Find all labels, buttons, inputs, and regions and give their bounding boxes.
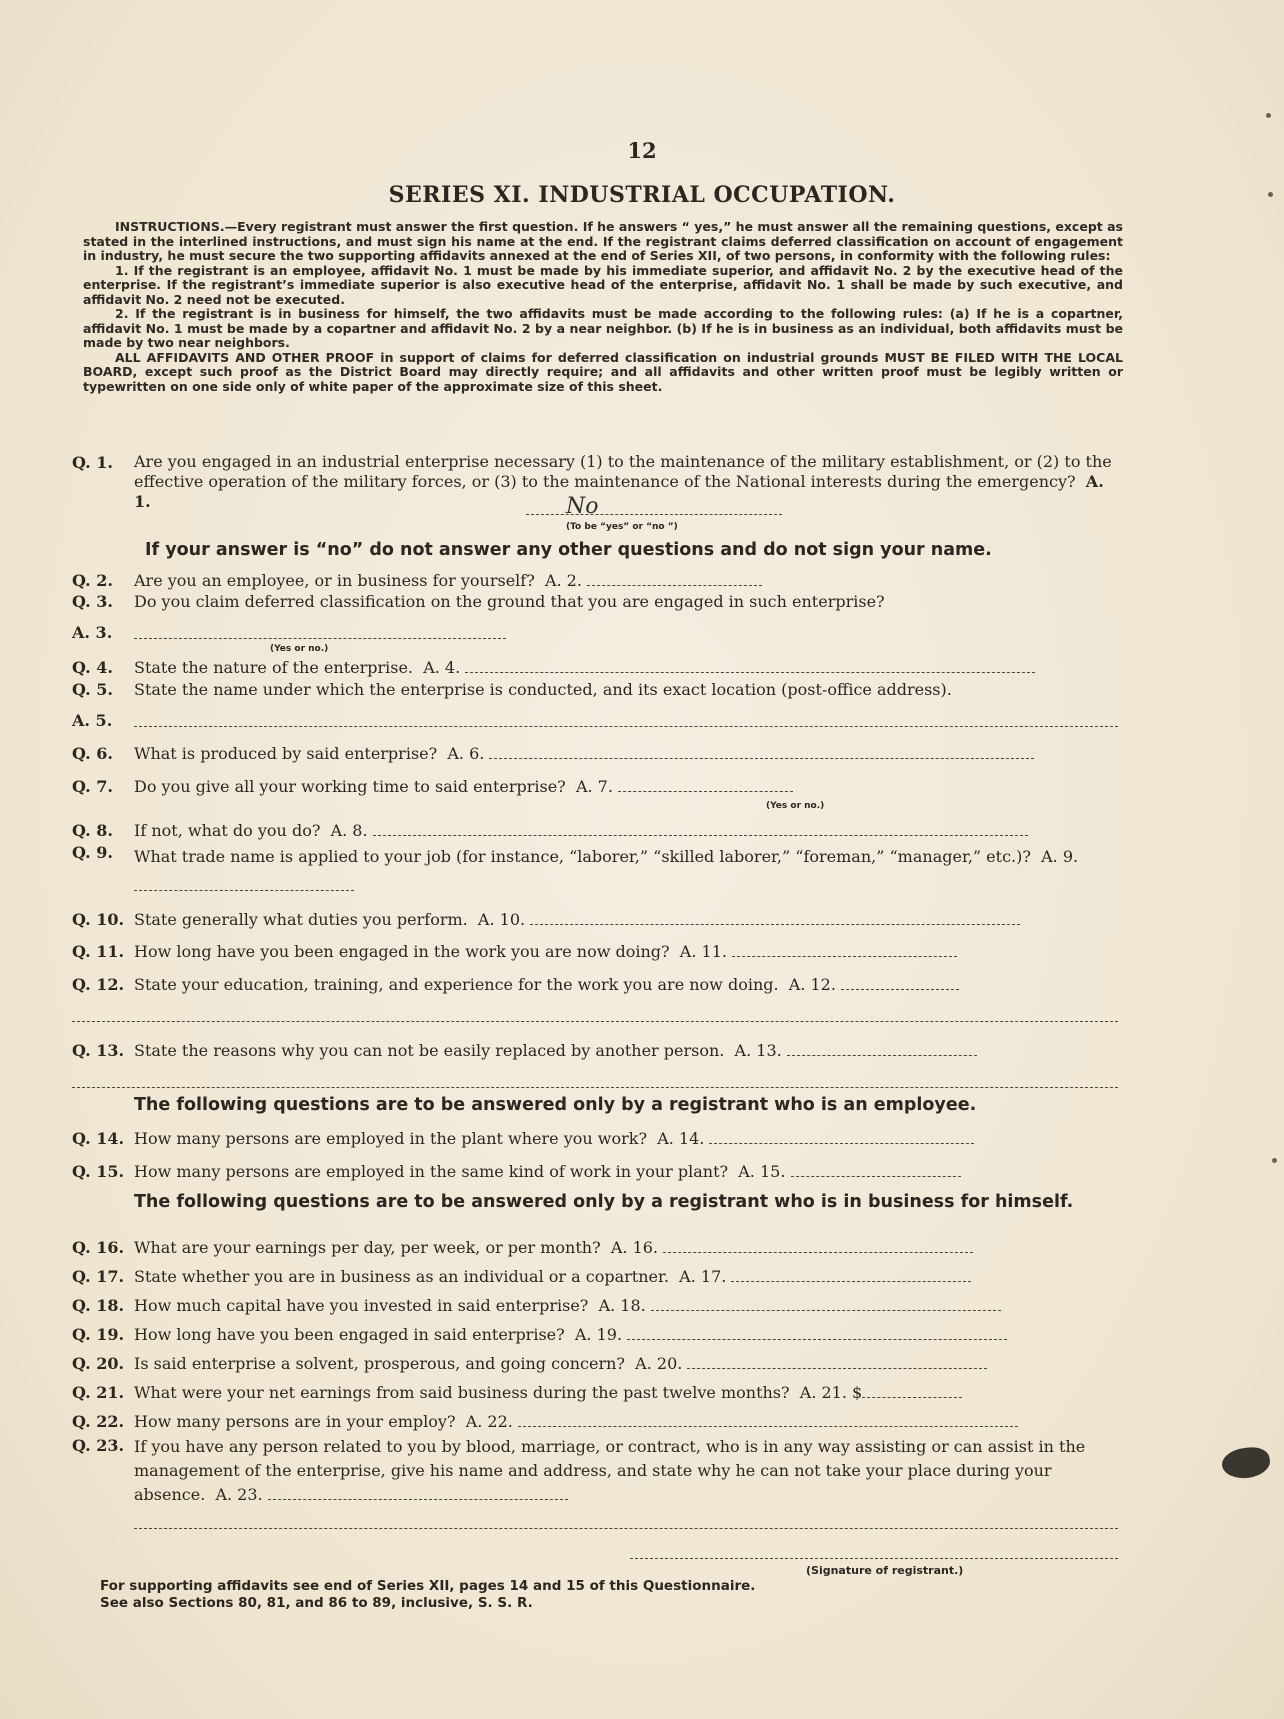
answer-10-field[interactable] — [530, 910, 1020, 925]
question-text: How long have you been engaged in said enterprise? — [134, 1325, 565, 1344]
question-text: State the nature of the enterprise. — [134, 658, 414, 677]
page-number: 12 — [627, 138, 657, 163]
question-number: Q. 17. — [72, 1267, 125, 1286]
instructions-intro: INSTRUCTIONS.—Every registrant must answer the first question. If he answers “ yes,” he must answer all the remaining questions, except as stated in the interlined instructions, and must sign his name at the end. If the registrant claims deferred classification on account of engagement in industry, he must secure the two supporting affidavits annexed at the end of Series XII, of two persons, in conformity with the following rules: — [83, 219, 1123, 263]
answer-23-line-2[interactable] — [134, 1528, 1118, 1529]
answer-label: A. 2. — [544, 571, 582, 590]
answer-14-field[interactable] — [709, 1129, 974, 1144]
answer-label: A. 13. — [734, 1041, 782, 1060]
answer-21-field[interactable] — [862, 1383, 962, 1398]
employee-heading: The following questions are to be answered only by a registrant who is an employee. — [134, 1095, 977, 1115]
answer-17-field[interactable] — [731, 1267, 971, 1282]
paper-speck — [1268, 192, 1273, 197]
question-text: How many persons are in your employ? — [134, 1412, 456, 1431]
answer-18-field[interactable] — [651, 1296, 1001, 1311]
answer-label: A. 23. — [215, 1485, 263, 1504]
question-number: Q. 1. — [72, 453, 113, 472]
paper-speck — [1272, 1158, 1277, 1163]
footer-notes — [100, 1578, 755, 1612]
question-number: Q. 23. — [72, 1436, 125, 1455]
paper-speck — [1266, 113, 1271, 118]
instructions — [83, 220, 1123, 394]
signature-line[interactable] — [630, 1558, 1118, 1559]
business-heading: The following questions are to be answered only by a registrant who is in business for himself. — [134, 1192, 1074, 1212]
answer-12-field[interactable] — [841, 975, 959, 990]
no-answer-notice: If your answer is “no” do not answer any other questions and do not sign your name. — [145, 540, 992, 560]
question-text: State your education, training, and experience for the work you are now doing. — [134, 975, 779, 994]
answer-20-field[interactable] — [687, 1354, 987, 1369]
answer-13-field[interactable] — [787, 1041, 977, 1056]
answer-23-field[interactable] — [268, 1485, 568, 1500]
answer-label: A. 11. — [679, 942, 727, 961]
question-9 — [72, 842, 1122, 894]
answer-label: A. 17. — [679, 1267, 727, 1286]
question-number: Q. 10. — [72, 910, 125, 929]
question-number: Q. 14. — [72, 1129, 125, 1148]
answer-3-field[interactable] — [134, 638, 506, 639]
answer-label: A. 21. $ — [799, 1383, 863, 1402]
question-number: Q. 11. — [72, 942, 125, 961]
answer-label: A. 19. — [574, 1325, 623, 1344]
question-number: Q. 19. — [72, 1325, 125, 1344]
answer-1-field[interactable] — [526, 514, 782, 515]
signature-note: (Signature of registrant.) — [806, 1564, 964, 1577]
answer-22-field[interactable] — [518, 1412, 1018, 1427]
question-text: If you have any person related to you by blood, marriage, or contract, who is in any way assisting or can assist in the management of the enterprise, give his name and address, and state why he can not take your place during your absence. — [134, 1437, 1086, 1504]
question-text: What were your net earnings from said business during the past twelve months? — [134, 1383, 790, 1402]
question-text: What is produced by said enterprise? — [134, 744, 438, 763]
question-number: Q. 21. — [72, 1383, 125, 1402]
answer-label: A. 15. — [738, 1162, 786, 1181]
question-text: Do you claim deferred classification on the ground that you are engaged in such enterprise? — [134, 592, 885, 611]
question-number: Q. 9. — [72, 843, 113, 862]
instructions-rule-1: 1. If the registrant is an employee, affidavit No. 1 must be made by his immediate superior, and affidavit No. 2 by the executive head of the enterprise. If the registrant’s immediate superior is also executive head of the enterprise, affidavit No. 1 shall be made by such executive, and affidavit No. 2 need not be executed. — [83, 262, 1123, 307]
answer-7-note: (Yes or no.) — [766, 801, 825, 811]
answer-15-field[interactable] — [791, 1162, 961, 1177]
question-text: State the reasons why you can not be easily replaced by another person. — [134, 1041, 725, 1060]
question-number: Q. 18. — [72, 1296, 125, 1315]
series-title: SERIES XI. INDUSTRIAL OCCUPATION. — [388, 182, 896, 208]
question-text: Do you give all your working time to said enterprise? — [134, 777, 566, 796]
answer-1-note: (To be “yes” or “no ”) — [566, 522, 678, 532]
question-number: Q. 8. — [72, 821, 113, 840]
answer-label: A. 6. — [447, 744, 485, 763]
question-number: Q. 4. — [72, 658, 113, 677]
question-text: State generally what duties you perform. — [134, 910, 468, 929]
question-number: Q. 22. — [72, 1412, 125, 1431]
question-23 — [72, 1435, 1122, 1515]
question-text: If not, what do you do? — [134, 821, 321, 840]
question-number: Q. 3. — [72, 592, 113, 611]
question-text: Is said enterprise a solvent, prosperous, and going concern? — [134, 1354, 625, 1373]
question-number: Q. 20. — [72, 1354, 125, 1373]
instructions-filing: ALL AFFIDAVITS AND OTHER PROOF in support of claims for deferred classification on industrial grounds MUST BE FILED WITH THE LOCAL BOARD, except such proof as the District Board may directly require; and all affidavits and other written proof must be legibly written or typewritten on one side only of white paper of the approximate size of this sheet. — [83, 349, 1123, 394]
instructions-rule-2: 2. If the registrant is in business for himself, the two affidavits must be made according to the following rules: (a) If he is a copartner, affidavit No. 1 must be made by a copartner and affidavit No. 2 by a near neighbor. (b) If he is in business as an individual, both affidavits must be made by two near neighbors. — [83, 306, 1123, 350]
question-text: Are you an employee, or in business for yourself? — [134, 571, 535, 590]
answer-8-field[interactable] — [373, 821, 1028, 836]
question-number: Q. 2. — [72, 571, 113, 590]
question-text: How many persons are employed in the same kind of work in your plant? — [134, 1162, 729, 1181]
answer-11-field[interactable] — [732, 942, 957, 957]
answer-label: A. 14. — [657, 1129, 705, 1148]
answer-9-field[interactable] — [134, 876, 354, 891]
answer-label: A. 18. — [598, 1296, 646, 1315]
question-number: Q. 6. — [72, 744, 113, 763]
footer-sections: See also Sections 80, 81, and 86 to 89, inclusive, S. S. R. — [100, 1595, 533, 1611]
question-number: Q. 5. — [72, 680, 113, 699]
answer-12-line-2[interactable] — [72, 1021, 1118, 1022]
answer-label: A. 10. — [477, 910, 526, 929]
answer-13-line-2[interactable] — [72, 1087, 1118, 1088]
question-number: Q. 7. — [72, 777, 113, 796]
question-number: Q. 16. — [72, 1238, 125, 1257]
answer-label: A. 7. — [575, 777, 613, 796]
answer-label: A. 3. — [72, 623, 113, 642]
question-text: How much capital have you invested in said enterprise? — [134, 1296, 589, 1315]
answer-7-field[interactable] — [618, 777, 793, 792]
ink-blot — [1220, 1445, 1272, 1481]
answer-label: A. 20. — [635, 1354, 683, 1373]
answer-19-field[interactable] — [627, 1325, 1007, 1340]
answer-16-field[interactable] — [663, 1238, 973, 1253]
answer-label: A. 22. — [465, 1412, 513, 1431]
answer-label: A. 16. — [610, 1238, 659, 1257]
answer-4-field[interactable] — [465, 658, 1035, 673]
answer-3-note: (Yes or no.) — [270, 644, 329, 654]
answer-label: A. 9. — [1041, 847, 1079, 866]
question-text: What are your earnings per day, per week, or per month? — [134, 1238, 601, 1257]
question-number: Q. 12. — [72, 975, 125, 994]
question-text: How long have you been engaged in the work you are now doing? — [134, 942, 670, 961]
question-text: State the name under which the enterprise is conducted, and its exact location (post-office address). — [134, 680, 952, 699]
answer-label: A. 12. — [788, 975, 836, 994]
footer-affidavits: For supporting affidavits see end of Series XII, pages 14 and 15 of this Questionnaire. — [100, 1578, 756, 1594]
question-text: What trade name is applied to your job (for instance, “laborer,” “skilled laborer,” “foreman,” “manager,” etc.)? — [134, 847, 1031, 866]
answer-6-field[interactable] — [489, 744, 1034, 759]
answer-label: A. 8. — [330, 821, 368, 840]
question-number: Q. 13. — [72, 1041, 125, 1060]
question-text: Are you engaged in an industrial enterprise necessary (1) to the maintenance of the military establishment, or (2) to the effective operation of the military forces, or (3) to the maintenance of the National interests during the emergency? — [134, 452, 1112, 491]
answer-label: A. 5. — [72, 711, 113, 730]
answer-label: A. 1. — [134, 472, 1104, 511]
answer-label: A. 4. — [423, 658, 461, 677]
question-text: State whether you are in business as an individual or a copartner. — [134, 1267, 669, 1286]
question-text: How many persons are employed in the plant where you work? — [134, 1129, 648, 1148]
answer-2-field[interactable] — [587, 571, 762, 586]
question-number: Q. 15. — [72, 1162, 125, 1181]
answer-5-field[interactable] — [134, 726, 1118, 727]
answer-1-handwritten: No — [566, 494, 599, 519]
